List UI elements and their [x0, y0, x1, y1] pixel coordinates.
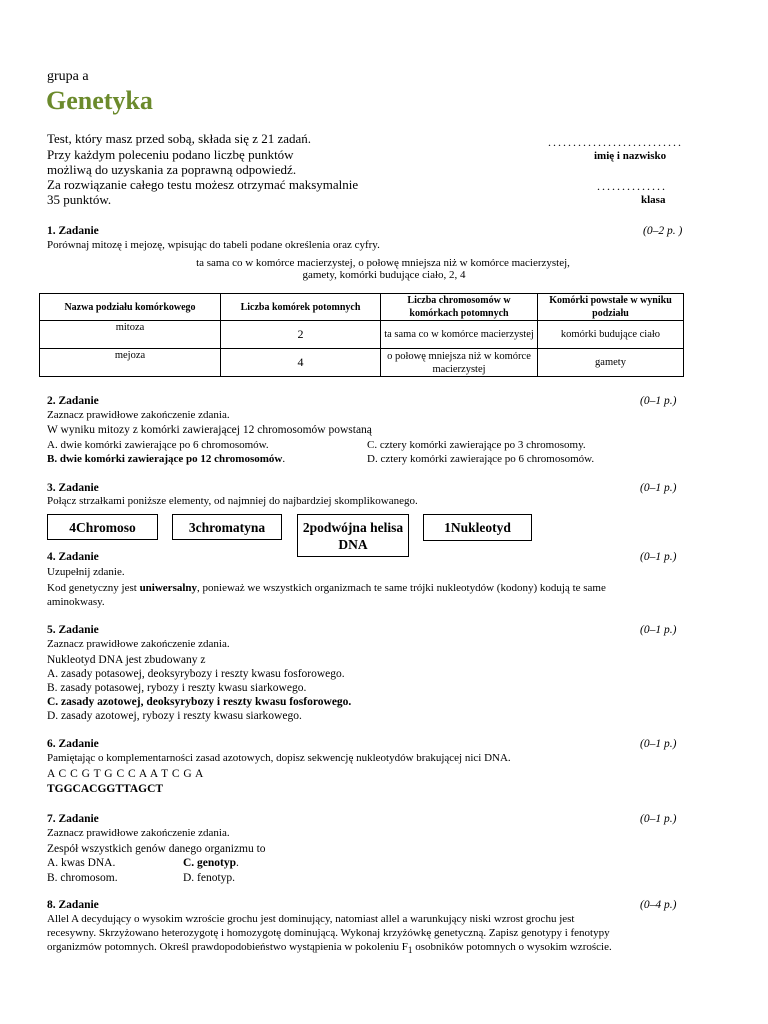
element-box-double-helix[interactable] [297, 514, 409, 557]
task4-text-after: , ponieważ we wszystkich organizmach te same trójki nukleotydów (kodony) kodują te same [197, 582, 606, 594]
task4-instruction: Uzupełnij zdanie. [47, 566, 125, 578]
element-box-chromatin[interactable] [172, 514, 282, 540]
task4-text-before: Kod genetyczny jest [47, 582, 140, 594]
task2-option-b[interactable] [47, 453, 285, 465]
task2-option-d[interactable]: D. cztery komórki zawierające po 6 chromosomów. [367, 453, 595, 465]
table-cell: mejoza [40, 349, 221, 377]
task5-option-b[interactable]: B. zasady potasowej, rybozy i reszty kwasu siarkowego. [47, 682, 307, 694]
table-cell[interactable]: 4 [221, 349, 381, 377]
task8-heading: 8. Zadanie [47, 899, 99, 911]
task5-heading: 5. Zadanie [47, 624, 99, 636]
task4-points: (0–1 p.) [640, 551, 677, 563]
task5-option-a[interactable]: A. zasady potasowej, deoksyrybozy i reszty kwasu fosforowego. [47, 668, 345, 680]
task4-heading: 4. Zadanie [47, 551, 99, 563]
name-label: imię i nazwisko [594, 150, 667, 162]
dna-sequence: A C C G T G C C A A T C G A [47, 768, 204, 780]
task7-option-d[interactable]: D. fenotyp. [183, 872, 236, 884]
task7-instruction: Zaznacz prawidłowe zakończenie zdania. [47, 827, 230, 839]
table-cell[interactable]: o połowę mniejsza niż w komórce macierzystej [381, 349, 538, 377]
comparison-table [39, 293, 684, 377]
task8-line-3-b: osobników potomnych o wysokim wzroście. [412, 941, 612, 953]
box-label: 2podwójna helisa DNA [302, 519, 404, 552]
task2-option-c[interactable]: C. cztery komórki zawierające po 3 chromosomy. [367, 439, 586, 451]
box-label: 1Nukleotyd [444, 520, 511, 535]
page-title: Genetyka [46, 86, 153, 115]
task4-sentence-line2: aminokwasy. [47, 596, 105, 608]
task6-points: (0–1 p.) [640, 738, 677, 750]
task7-option-c[interactable] [183, 857, 239, 869]
table-header-row [40, 294, 684, 321]
intro-line-4: Za rozwiązanie całego testu możesz otrzymać maksymalnie [47, 177, 359, 192]
task7-heading: 7. Zadanie [47, 813, 99, 825]
task2-option-b-end: . [282, 453, 286, 465]
task7-option-b[interactable]: B. chromosom. [47, 872, 118, 884]
table-cell[interactable]: komórki budujące ciało [538, 321, 684, 349]
task6-heading: 6. Zadanie [47, 738, 99, 750]
element-box-chromosome[interactable] [47, 514, 158, 540]
task5-stem: Nukleotyd DNA jest zbudowany z [47, 654, 206, 666]
task7-option-a[interactable]: A. kwas DNA. [47, 857, 116, 869]
task6-instruction: Pamiętając o komplementarności zasad azotowych, dopisz sekwencję nukleotydów brakującej nici DNA. [47, 752, 511, 764]
task8-line-1: Allel A decydujący o wysokim wzroście grochu jest dominujący, natomiast allel a warunkujący niski wzrost grochu jest [47, 913, 575, 925]
task5-option-d[interactable]: D. zasady azotowej, rybozy i reszty kwasu siarkowego. [47, 710, 302, 722]
task7-stem: Zespół wszystkich genów danego organizmu to [47, 843, 266, 855]
task4-sentence [47, 582, 606, 594]
table-header: Liczba komórek potomnych [221, 294, 381, 321]
task8-subscript: 1 [407, 945, 413, 956]
box-label: 3chromatyna [188, 519, 266, 535]
dna-answer[interactable]: TGGCACGGTTAGCT [47, 783, 164, 795]
task1-terms-2: gamety, komórki budujące ciało, 2, 4 [302, 269, 466, 281]
element-box-nucleotide[interactable] [423, 514, 532, 541]
table-cell: mitoza [40, 321, 221, 349]
class-field[interactable]: .............. [597, 179, 667, 193]
name-field[interactable]: ........................... [548, 135, 683, 149]
task2-option-a[interactable]: A. dwie komórki zawierające po 6 chromosomów. [47, 439, 269, 451]
class-label: klasa [641, 194, 666, 206]
task3-instruction: Połącz strzałkami poniższe elementy, od najmniej do najbardziej skomplikowanego. [47, 495, 418, 507]
table-row [40, 321, 684, 349]
task8-points: (0–4 p.) [640, 899, 677, 911]
task5-points: (0–1 p.) [640, 624, 677, 636]
table-row [40, 349, 684, 377]
table-cell[interactable]: ta sama co w komórce macierzystej [381, 321, 538, 349]
task1-points: (0–2 p. ) [643, 225, 683, 237]
box-label: 4Chromoso [69, 519, 136, 535]
table-header: Nazwa podziału komórkowego [40, 294, 221, 321]
task7-points: (0–1 p.) [640, 813, 677, 825]
task8-line-2: recesywny. Skrzyżowano heterozygotę i homozygotę dominującą. Wykonaj krzyżówkę genetyczną. Zapisz genotypy i fenotypy [47, 927, 610, 939]
task7-option-c-end: . [236, 857, 239, 869]
task2-heading: 2. Zadanie [47, 395, 99, 407]
task1-instruction: Porównaj mitozę i mejozę, wpisując do tabeli podane określenia oraz cyfry. [47, 239, 380, 251]
group-label: grupa a [47, 69, 89, 84]
task8-line-3-a: organizmów potomnych. Określ prawdopodobieństwo wystąpienia w pokoleniu F [47, 941, 408, 953]
intro-line-1: Test, który masz przed sobą, składa się z 21 zadań. [47, 131, 312, 146]
task2-points: (0–1 p.) [640, 395, 677, 407]
task3-heading: 3. Zadanie [47, 482, 99, 494]
task2-instruction: Zaznacz prawidłowe zakończenie zdania. [47, 409, 230, 421]
task3-points: (0–1 p.) [640, 482, 677, 494]
intro-line-3: możliwą do uzyskania za poprawną odpowiedź. [47, 162, 297, 177]
task7-option-c-text: C. genotyp [183, 857, 237, 869]
task2-stem: W wyniku mitozy z komórki zawierającej 12 chromosomów powstaną [47, 424, 372, 436]
task4-answer[interactable]: uniwersalny [139, 582, 198, 594]
table-cell[interactable]: 2 [221, 321, 381, 349]
table-header: Liczba chromosomów w komórkach potomnych [381, 294, 538, 321]
task1-terms-1: ta sama co w komórce macierzystej, o połowę mniejsza niż w komórce macierzystej, [196, 257, 570, 269]
task8-line-3 [47, 941, 612, 955]
intro-line-2: Przy każdym poleceniu podano liczbę punktów [47, 147, 294, 162]
task5-option-c[interactable]: C. zasady azotowej, deoksyrybozy i reszty kwasu fosforowego. [47, 696, 352, 708]
intro-line-5: 35 punktów. [47, 192, 112, 207]
task2-option-b-text: B. dwie komórki zawierające po 12 chromosomów [47, 453, 283, 465]
table-cell[interactable]: gamety [538, 349, 684, 377]
table-header: Komórki powstałe w wyniku podziału [538, 294, 684, 321]
task1-heading: 1. Zadanie [47, 225, 99, 237]
task5-instruction: Zaznacz prawidłowe zakończenie zdania. [47, 638, 230, 650]
